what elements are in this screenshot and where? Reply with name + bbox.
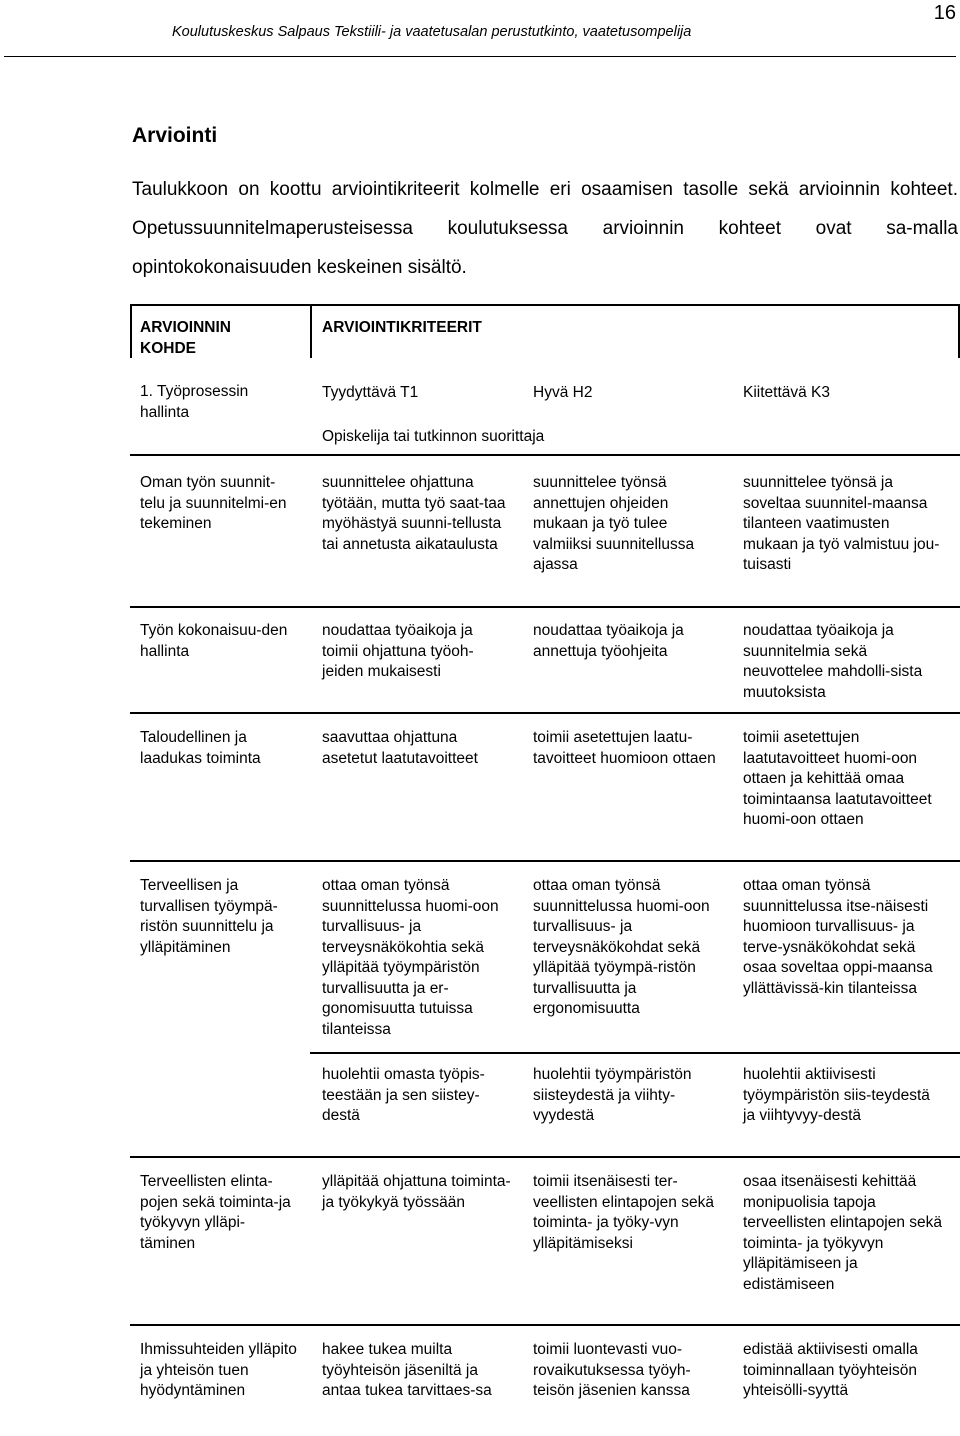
h2-cell: ottaa oman työnsä suunnittelussa huomi-oon turvallisuus- ja terveysnäkökohdat sekä ylläpitää työympä-ristön turvallisuutta ja ergonomisuutta [533, 877, 710, 1017]
row-border [130, 454, 960, 456]
t1-cell: ylläpitää ohjattuna toiminta- ja työkykyä työssään [322, 1173, 511, 1211]
row-border [130, 1156, 960, 1158]
header-assessment-target: ARVIOINNIN KOHDE [140, 319, 232, 357]
h2-cell: noudattaa työaikoja ja annettuja työohjeita [533, 622, 684, 660]
page-number: 16 [933, 2, 956, 24]
target-cell: Ihmissuhteiden ylläpito ja yhteisön tuen hyödyntäminen [140, 1341, 297, 1399]
header-assessment-criteria: ARVIOINTIKRITEERIT [322, 319, 482, 336]
t1-cell: ottaa oman työnsä suunnittelussa huomi-oon turvallisuus- ja terveysnäkökohtia sekä ylläpitää työympäristön turvallisuutta ja er-gonomisuutta tutuissa tilanteissa [322, 877, 499, 1038]
h2-cell: toimii asetettujen laatu-tavoitteet huomioon ottaen [533, 729, 716, 767]
table-border-left [130, 304, 132, 358]
subject-label: Opiskelija tai tutkinnon suorittaja [322, 428, 545, 445]
t1-cell: suunnittelee ohjattuna työtään, mutta työ saat-taa myöhästyä suunni-tellusta tai annetusta aikataulusta [322, 474, 506, 553]
h2-cell: toimii luontevasti vuo-rovaikutuksessa työyh-teisön jäsenien kanssa [533, 1341, 691, 1399]
section-label: 1. Työprosessin hallinta [140, 383, 249, 421]
k3-cell: huolehtii aktiivisesti työympäristön siis-teydestä ja viihtyvyy-destä [743, 1066, 930, 1124]
table-border-right [958, 304, 960, 358]
row-border [130, 606, 960, 608]
k3-cell: osaa itsenäisesti kehittää monipuolisia tapoja terveellisten elintapojen sekä toiminta- ja työkyvyn ylläpitämiseen ja edistämiseen [743, 1173, 943, 1293]
target-cell: Terveellisten elinta-pojen sekä toiminta-ja työkyvyn ylläpi-täminen [140, 1173, 291, 1252]
target-cell: Terveellisen ja turvallisen työympä-ristön suunnittelu ja ylläpitäminen [140, 877, 278, 956]
h2-cell: suunnittelee työnsä annettujen ohjeiden mukaan ja työ tulee valmiiksi suunnitellussa ajassa [533, 474, 695, 573]
k3-cell: noudattaa työaikoja ja suunnitelmia sekä neuvottelee mahdolli-sista muutoksista [743, 622, 923, 701]
level-t1: Tyydyttävä T1 [322, 384, 419, 401]
t1-cell: saavuttaa ohjattuna asetetut laatutavoitteet [322, 729, 478, 767]
table-border-top [130, 304, 960, 306]
target-cell: Oman työn suunnit-telu ja suunnitelmi-en tekeminen [140, 474, 287, 532]
row-border [130, 860, 960, 862]
k3-cell: suunnittelee työnsä ja soveltaa suunnitel-maansa tilanteen vaatimusten mukaan ja työ valmistuu jou-tuisasti [743, 474, 940, 573]
header-rule [4, 56, 956, 57]
target-cell: Työn kokonaisuu-den hallinta [140, 622, 288, 660]
running-header: Koulutuskeskus Salpaus Tekstiili- ja vaatetusalan perustutkinto, vaatetusompelija [172, 24, 692, 40]
section-title: Arviointi [132, 124, 218, 147]
level-h2: Hyvä H2 [533, 384, 593, 401]
level-k3: Kiitettävä K3 [743, 384, 831, 401]
target-cell: Taloudellinen ja laadukas toiminta [140, 729, 261, 767]
k3-cell: toimii asetettujen laatutavoitteet huomi-oon ottaen ja kehittää omaa toimintaansa laatutavoitteet huomi-oon ottaen [743, 729, 932, 828]
t1-cell: huolehtii omasta työpis-teestään ja sen siistey-destä [322, 1066, 485, 1124]
h2-cell: huolehtii työympäristön siisteydestä ja viihty-vyydestä [533, 1066, 692, 1124]
intro-paragraph: Taulukkoon on koottu arviointikriteerit kolmelle eri osaamisen tasolle sekä arvioinnin kohteet. Opetussuunnitelmaperusteisessa koulutuksessa arvioinnin kohteet ovat sa-malla opintokokonaisuuden keskeinen sisältö. [132, 179, 958, 278]
row-border [130, 1324, 960, 1326]
h2-cell: toimii itsenäisesti ter-veellisten elintapojen sekä toiminta- ja työky-vyn ylläpitämiseksi [533, 1173, 714, 1252]
t1-cell: noudattaa työaikoja ja toimii ohjattuna työoh-jeiden mukaisesti [322, 622, 474, 680]
t1-cell: hakee tukea muilta työyhteisön jäseniltä ja antaa tukea tarvittaes-sa [322, 1341, 492, 1399]
row-border [310, 1052, 960, 1054]
k3-cell: ottaa oman työnsä suunnittelussa itse-näisesti huomioon turvallisuus- ja terve-ysnäkökohdat sekä osaa soveltaa oppi-maansa yllättävissä-kin tilanteissa [743, 877, 933, 997]
k3-cell: edistää aktiivisesti omalla toiminnallaan työyhteisön yhteisölli-syyttä [743, 1341, 918, 1399]
row-border [130, 712, 960, 714]
table-divider-1 [310, 304, 312, 358]
